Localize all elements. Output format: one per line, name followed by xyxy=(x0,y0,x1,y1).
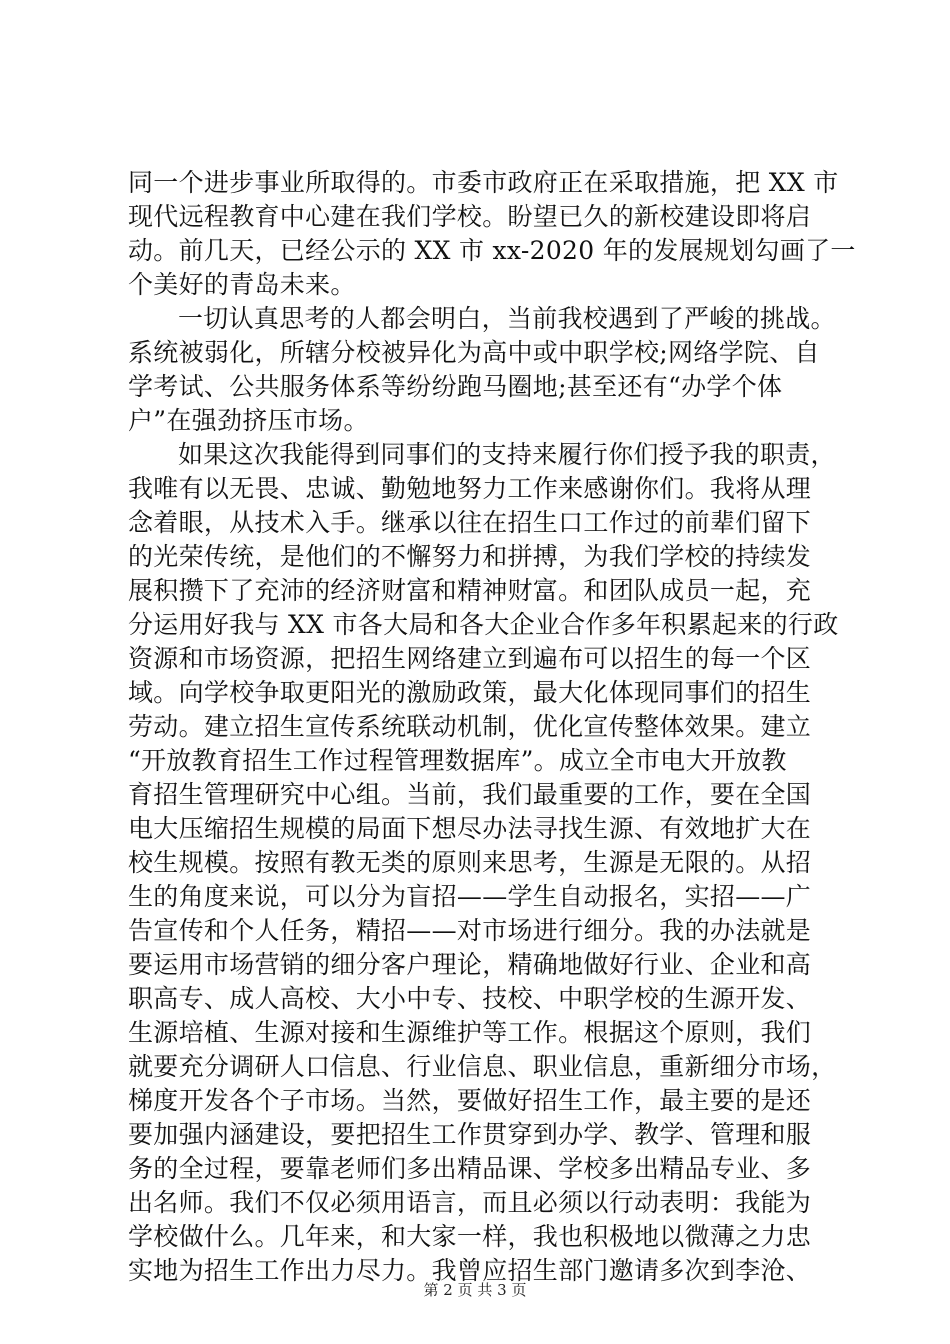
text-line: 一切认真思考的人都会明白，当前我校遇到了严峻的挑战。 xyxy=(178,304,836,333)
text-line: 资源和市场资源，把招生网络建立到遍布可以招生的每一个区 xyxy=(128,644,812,673)
text-line: 育招生管理研究中心组。当前，我们最重要的工作，要在全国 xyxy=(128,780,812,809)
text-line: 同一个进步事业所取得的。市委市政府正在采取措施，把 XX 市 xyxy=(128,168,839,197)
text-line: 出名师。我们不仅必须用语言，而且必须以行动表明：我能为 xyxy=(128,1188,812,1217)
text-line: 劳动。建立招生宣传系统联动机制，优化宣传整体效果。建立 xyxy=(128,712,812,741)
text-line: 学考试、公共服务体系等纷纷跑马圈地;甚至还有“办学个体 xyxy=(128,372,783,401)
text-line: 电大压缩招生规模的局面下想尽办法寻找生源、有效地扩大在 xyxy=(128,814,812,843)
text-line: 生源培植、生源对接和生源维护等工作。根据这个原则，我们 xyxy=(128,1018,812,1047)
text-line: 我唯有以无畏、忠诚、勤勉地努力工作来感谢你们。我将从理 xyxy=(128,474,812,503)
text-line: 动。前几天，已经公示的 XX 市 xx-2020 年的发展规划勾画了一 xyxy=(128,236,856,265)
text-line: 要运用市场营销的细分客户理论，精确地做好行业、企业和高 xyxy=(128,950,812,979)
text-line: 户”在强劲挤压市场。 xyxy=(128,406,369,435)
text-line: 分运用好我与 XX 市各大局和各大企业合作多年积累起来的行政 xyxy=(128,610,839,639)
text-line: 务的全过程，要靠老师们多出精品课、学校多出精品专业、多 xyxy=(128,1154,812,1183)
text-line: 系统被弱化，所辖分校被异化为高中或中职学校;网络学院、自 xyxy=(128,338,820,367)
text-line: 告宣传和个人任务，精招——对市场进行细分。我的办法就是 xyxy=(128,916,812,945)
text-line: 念着眼，从技术入手。继承以往在招生口工作过的前辈们留下 xyxy=(128,508,812,537)
text-line: 的光荣传统，是他们的不懈努力和拼搏，为我们学校的持续发 xyxy=(128,542,812,571)
text-line: 学校做什么。几年来，和大家一样，我也积极地以微薄之力忠 xyxy=(128,1222,812,1251)
text-line: 展积攒下了充沛的经济财富和精神财富。和团队成员一起，充 xyxy=(128,576,812,605)
text-line: 如果这次我能得到同事们的支持来履行你们授予我的职责， xyxy=(178,440,836,469)
text-line: 就要充分调研人口信息、行业信息、职业信息，重新细分市场， xyxy=(128,1052,837,1081)
text-line: 域。向学校争取更阳光的激励政策，最大化体现同事们的招生 xyxy=(128,678,812,707)
text-line: 要加强内涵建设，要把招生工作贯穿到办学、教学、管理和服 xyxy=(128,1120,812,1149)
text-line: 现代远程教育中心建在我们学校。盼望已久的新校建设即将启 xyxy=(128,202,812,231)
text-line: 实地为招生工作出力尽力。我曾应招生部门邀请多次到李沧、 xyxy=(128,1256,812,1285)
text-line: 校生规模。按照有教无类的原则来思考，生源是无限的。从招 xyxy=(128,848,812,877)
text-line: 职高专、成人高校、大小中专、技校、中职学校的生源开发、 xyxy=(128,984,812,1013)
page-footer: 第 2 页 共 3 页 xyxy=(423,1281,527,1299)
text-line: 个美好的青岛未来。 xyxy=(128,270,356,299)
text-line: 生的角度来说，可以分为盲招——学生自动报名，实招——广 xyxy=(128,882,812,911)
text-line: 梯度开发各个子市场。当然，要做好招生工作，最主要的是还 xyxy=(128,1086,812,1115)
document-body xyxy=(128,166,856,1288)
text-line: “开放教育招生工作过程管理数据库”。成立全市电大开放教 xyxy=(128,746,787,775)
